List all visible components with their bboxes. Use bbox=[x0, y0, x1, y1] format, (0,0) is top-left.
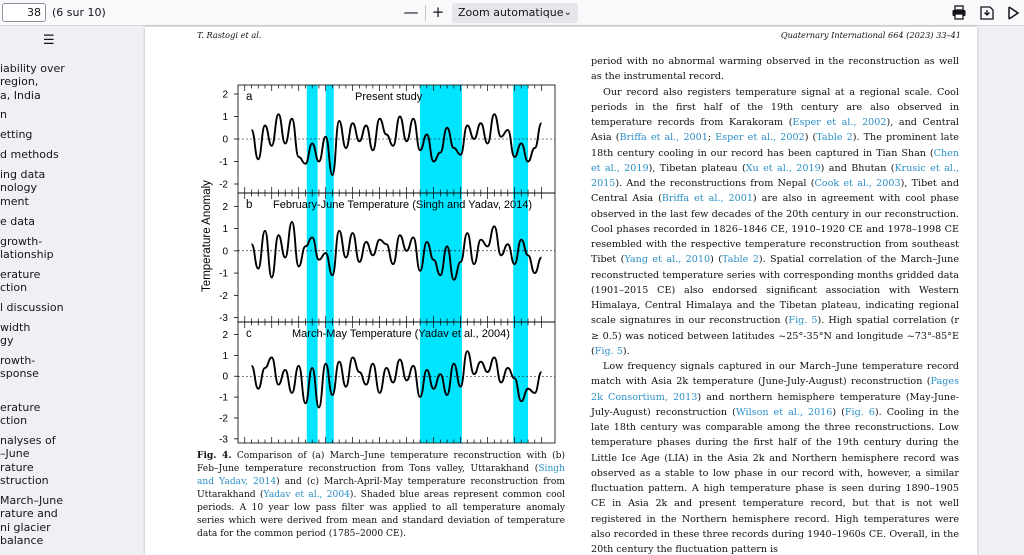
print-icon[interactable] bbox=[951, 5, 967, 21]
series-line-c bbox=[251, 351, 541, 407]
citation-link[interactable]: Briffa et al., 2001 bbox=[661, 193, 753, 205]
outline-item[interactable]: e data bbox=[0, 215, 36, 228]
pdf-page bbox=[145, 27, 977, 555]
citation-link[interactable]: Esper et al., 2002 bbox=[715, 132, 805, 144]
citation-link[interactable]: Wilson et al., 2016 bbox=[735, 406, 833, 418]
panel-title: February-June Temperature (Singh and Yadav, 2014) bbox=[273, 199, 533, 211]
figure-label: Fig. 4. bbox=[197, 450, 232, 461]
y-tick-label: -2 bbox=[219, 290, 228, 302]
citation-link[interactable]: Briffa et al., 2001 bbox=[619, 132, 708, 144]
citation-link[interactable]: Cook et al., 2003 bbox=[814, 178, 901, 189]
chart-panel-a bbox=[219, 85, 555, 193]
table-link[interactable]: Table 2 bbox=[722, 254, 759, 266]
chart-panel-c bbox=[219, 322, 555, 445]
chart-panel-b bbox=[219, 193, 555, 324]
outline-item[interactable]: width gy bbox=[0, 321, 31, 348]
y-tick-label: -3 bbox=[219, 313, 228, 325]
page-number-input[interactable]: 38 bbox=[2, 3, 46, 22]
zoom-out-button[interactable]: — bbox=[403, 3, 419, 21]
outline-item[interactable]: iability over region, a, India bbox=[0, 62, 65, 102]
outline-item[interactable]: growth- lationship bbox=[0, 235, 54, 262]
citation-link[interactable]: Singh and Yadav, 2014 bbox=[197, 464, 565, 487]
panel-letter: b bbox=[246, 199, 253, 211]
y-axis-label: Temperature Anomaly bbox=[201, 180, 213, 292]
y-tick-label: 0 bbox=[222, 134, 228, 146]
y-tick-label: -2 bbox=[219, 179, 228, 191]
running-header-journal: Quaternary International 664 (2023) 33–41 bbox=[780, 30, 961, 40]
outline-item[interactable]: erature ction bbox=[0, 268, 41, 295]
citation-link[interactable]: Krusic et al., 2015 bbox=[591, 162, 959, 189]
outline-item[interactable]: erature ction bbox=[0, 401, 41, 428]
figure-link[interactable]: Fig. 5 bbox=[788, 315, 818, 327]
document-outline-sidebar bbox=[0, 27, 66, 555]
tools-menu-icon[interactable] bbox=[1006, 6, 1020, 20]
table-link[interactable]: Table 2 bbox=[816, 132, 853, 144]
outline-item[interactable]: n bbox=[0, 108, 7, 121]
zoom-select-label: Zoom automatique bbox=[458, 6, 564, 19]
citation-link[interactable]: Xu et al., 2019 bbox=[745, 162, 821, 174]
y-tick-label: 2 bbox=[222, 89, 228, 101]
toolbar-separator bbox=[425, 5, 426, 21]
paragraph: Our record also registers temperature signal at a regional scale. Cool periods in the first half of the 19th century are also observed in temperature records from Karakoram (Esper et al., 2002), and Central Asia (Briffa et al., 2001; Esper et al., 2002) (Table 2). The prominent late 18th century cooling in our record has been captured in Tian Shan (Chen et al., 2019), Tibetan plateau (Xu et al., 2019) and Bhutan (Krusic et al., 2015). And the reconstructions from Nepal (Cook et al., 2003), Tibet and Central Asia (Briffa et al., 2001) are also in agreement with cool phase observed in the last few decades of the 20th century in our reconstruction. Cool phases recorded in 1826–1846 CE, 1910–1920 CE and 1978–1998 CE resembled with the respective temperature reconstruction from southeast Tibet (Yang et al., 2010) (Table 2). Spatial correlation of the March–June reconstructed temperature series with corresponding months gridded data (1901–2015 CE) also endorsed significant association with Western Himalaya, Central Himalaya and the Tibetan plateau, indicating regional scale signatures in our reconstruction (Fig. 5). High spatial correlation (r ≥ 0.5) was noticed between latitudes ~25°-35°N and longitude ~73°-85°E (Fig. 5). bbox=[591, 86, 959, 357]
chevron-down-icon: ⌄ bbox=[563, 7, 572, 18]
citation-link[interactable]: Pages 2k Consortium, 2013 bbox=[591, 376, 959, 403]
y-tick-label: 1 bbox=[222, 224, 228, 236]
y-tick-label: 1 bbox=[222, 112, 228, 123]
zoom-select[interactable] bbox=[452, 3, 578, 23]
y-tick-label: -2 bbox=[219, 413, 228, 425]
outline-item[interactable]: l discussion bbox=[0, 301, 64, 314]
figure-link[interactable]: Fig. 6 bbox=[844, 406, 875, 418]
paragraph: Low frequency signals captured in our March–June temperature record match with Asia 2k temperature (June-July-August) reconstruction (Pages 2k Consortium, 2013) and northern hemisphere temperature (May-June-July-August) reconstruction (Wilson et al., 2016) (Fig. 6). Cooling in the late 18th century was comparable among the three reconstructions. Low temperature phases during the first half of the 19th century during the Little Ice Age (LIA) in the Asia 2k and Northern hemisphere record was observed as a stable to low phase in our record with, however, a similar fluctuation pattern. A high temperature phase is seen during 1890–1905 CE in Asia 2k and present temperature record, but that is not well registered in the Northern hemisphere record. High temperatures were also recorded in these three records during 1940–1960s CE. Overall, in the 20th century the fluctuation pattern is bbox=[591, 361, 960, 555]
outline-item[interactable]: etting bbox=[0, 128, 33, 141]
citation-link[interactable]: Esper et al., 2002 bbox=[792, 117, 887, 128]
y-tick-label: -3 bbox=[219, 434, 228, 446]
citation-link[interactable]: Yang et al., 2010 bbox=[624, 254, 711, 266]
outline-list-icon[interactable]: ☰ bbox=[43, 33, 55, 48]
citation-link[interactable]: Chen et al., 2019 bbox=[591, 147, 959, 174]
panel-letter: c bbox=[246, 328, 252, 340]
zoom-in-button[interactable]: + bbox=[431, 3, 445, 21]
running-header-authors: T. Rastogi et al. bbox=[197, 30, 262, 40]
save-icon[interactable] bbox=[979, 5, 995, 21]
paragraph: period with no abnormal warming observed in the reconstruction as well as the instrumental record. bbox=[591, 56, 959, 83]
y-tick-label: 2 bbox=[222, 330, 228, 342]
chart-panels bbox=[219, 85, 555, 445]
y-tick-label: -1 bbox=[219, 268, 228, 280]
y-tick-label: -1 bbox=[219, 392, 228, 404]
figure-caption: Fig. 4. Comparison of (a) March–June temperature reconstruction with (b) Feb–June temperature reconstruction from Tons valley, Uttarakhand (Singh and Yadav, 2014) and (c) March-April-May temperature reconstruction from Uttarakhand (Yadav et al., 2004). Shaded blue areas represent common cool periods. A 10 year low pass filter was applied to all temperature anomaly series which were derived from mean and standard deviation of temperature data for the common period (1785–2000 CE). bbox=[197, 450, 565, 539]
pdf-toolbar bbox=[0, 0, 1024, 26]
y-tick-label: 2 bbox=[222, 201, 228, 213]
figure-link[interactable]: Fig. 5 bbox=[594, 345, 623, 357]
body-text-column bbox=[591, 54, 959, 555]
panel-frame bbox=[238, 322, 555, 443]
panel-letter: a bbox=[246, 91, 253, 103]
citation-link[interactable]: Yadav et al., 2004 bbox=[263, 490, 350, 500]
page-count-label: (6 sur 10) bbox=[52, 6, 106, 19]
series-line-a bbox=[251, 114, 541, 175]
y-tick-label: 0 bbox=[222, 246, 228, 258]
panel-title: Present study bbox=[355, 91, 423, 103]
outline-item[interactable]: ing data nology ment bbox=[0, 168, 46, 208]
y-tick-label: 0 bbox=[222, 371, 228, 383]
outline-item[interactable]: March–June rature and ni glacier balance bbox=[0, 494, 63, 548]
figure-4-chart bbox=[197, 51, 562, 446]
outline-item[interactable]: rowth- sponse bbox=[0, 354, 39, 381]
y-tick-label: 1 bbox=[222, 350, 228, 362]
outline-item[interactable]: nalyses of –June rature struction bbox=[0, 434, 56, 488]
y-tick-label: -1 bbox=[219, 157, 228, 168]
panel-title: March-May Temperature (Yadav et al., 2004) bbox=[292, 328, 510, 340]
outline-item[interactable]: d methods bbox=[0, 148, 59, 161]
